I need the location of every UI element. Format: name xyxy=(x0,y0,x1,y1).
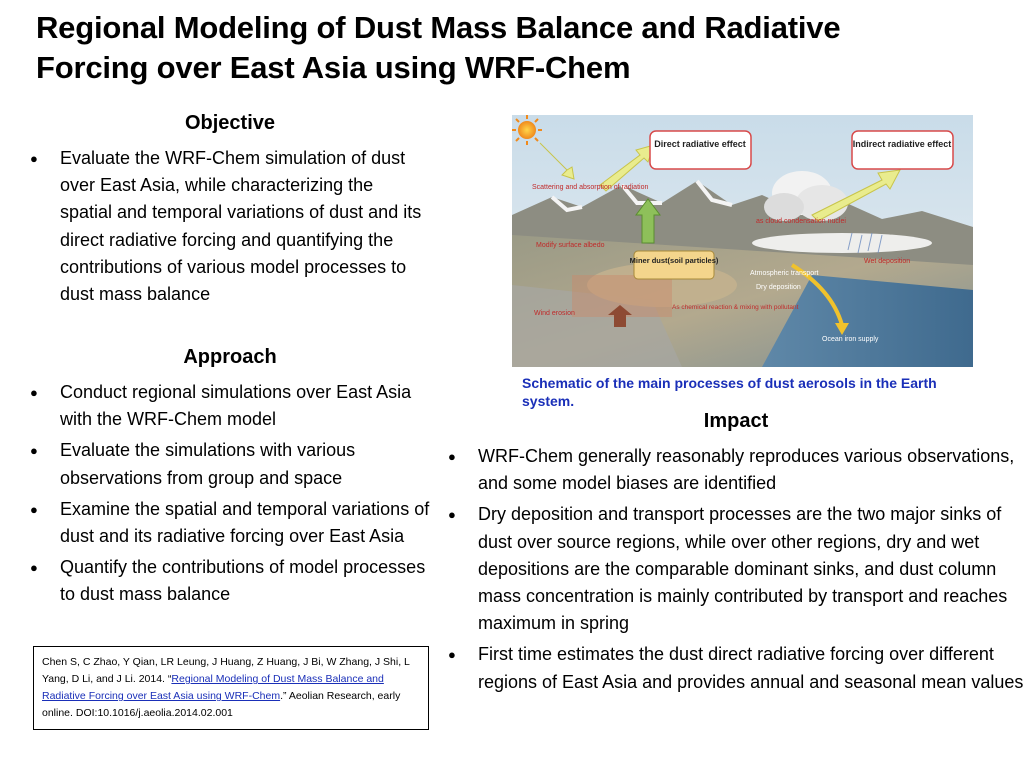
label-wet-deposition: Wet deposition xyxy=(864,258,911,265)
impact-list xyxy=(448,443,1024,700)
label-direct-effect: Direct radiative effect xyxy=(654,139,746,149)
approach-list xyxy=(30,379,430,613)
approach-bullet: ● Examine the spatial and temporal variations of dust and its radiative forcing over East Asia xyxy=(30,496,430,550)
label-ccn: as cloud condensation nuclei xyxy=(756,218,846,225)
title-line-2: Forcing over East Asia using WRF-Chem xyxy=(36,50,631,85)
label-chemical: As chemical reaction & mixing with pollutant xyxy=(672,304,799,311)
dust-schematic-figure xyxy=(512,115,973,367)
page-title xyxy=(36,8,996,88)
approach-heading: Approach xyxy=(183,346,277,368)
citation-box xyxy=(33,646,429,730)
label-albedo: Modify surface albedo xyxy=(536,242,605,249)
impact-bullet: ● First time estimates the dust direct radiative forcing over different regions of East Asia and provides annual and seasonal mean values xyxy=(448,641,1024,695)
label-atm-transport: Atmospheric transport xyxy=(750,270,819,277)
impact-heading: Impact xyxy=(703,410,769,432)
label-miner-dust: Miner dust(soil particles) xyxy=(629,256,719,265)
citation-link[interactable]: Regional Modeling of Dust Mass Balance and Radiative Forcing over East Asia using WRF-Chem xyxy=(42,673,384,702)
approach-bullet: ● Evaluate the simulations with various observations from group and space xyxy=(30,437,430,491)
objective-bullet: ● Evaluate the WRF-Chem simulation of dust over East Asia, while characterizing the spatial and temporal variations of dust and its direct radiative forcing and quantifying the contributions of various model processes to dust mass balance xyxy=(30,145,430,308)
figure-caption: Schematic of the main processes of dust aerosols in the Earth system. xyxy=(522,375,937,409)
citation-suffix: .” Aeolian Research, early online. DOI:10.1016/j.aeolia.2014.02.001 xyxy=(42,690,401,719)
label-dry-deposition: Dry deposition xyxy=(756,284,801,291)
approach-bullet: ● Conduct regional simulations over East Asia with the WRF-Chem model xyxy=(30,379,430,433)
approach-bullet: ● Quantify the contributions of model processes to dust mass balance xyxy=(30,554,430,608)
label-ocean-iron: Ocean iron supply xyxy=(822,336,879,343)
objective-heading: Objective xyxy=(184,112,276,134)
title-line-1: Regional Modeling of Dust Mass Balance and Radiative xyxy=(36,10,841,45)
citation-prefix: Chen S, C Zhao, Y Qian, LR Leung, J Huang, Z Huang, J Bi, W Zhang, J Shi, L Yang, D Li, and J Li. 2014. “ xyxy=(42,656,410,685)
label-indirect-effect: Indirect radiative effect xyxy=(852,139,952,149)
impact-bullet: ● Dry deposition and transport processes are the two major sinks of dust over source regions, while over other regions, dry and wet depositions are the comparable dominant sinks, and dust column mass concentration is mainly contributed by transport and reaches maximum in spring xyxy=(448,501,1024,637)
impact-bullet: ● WRF-Chem generally reasonably reproduces various observations, and some model biases are identified xyxy=(448,443,1024,497)
label-wind-erosion: Wind erosion xyxy=(534,310,575,317)
label-scattering: Scattering and absorption of radiation xyxy=(532,184,649,191)
objective-list xyxy=(30,145,430,312)
